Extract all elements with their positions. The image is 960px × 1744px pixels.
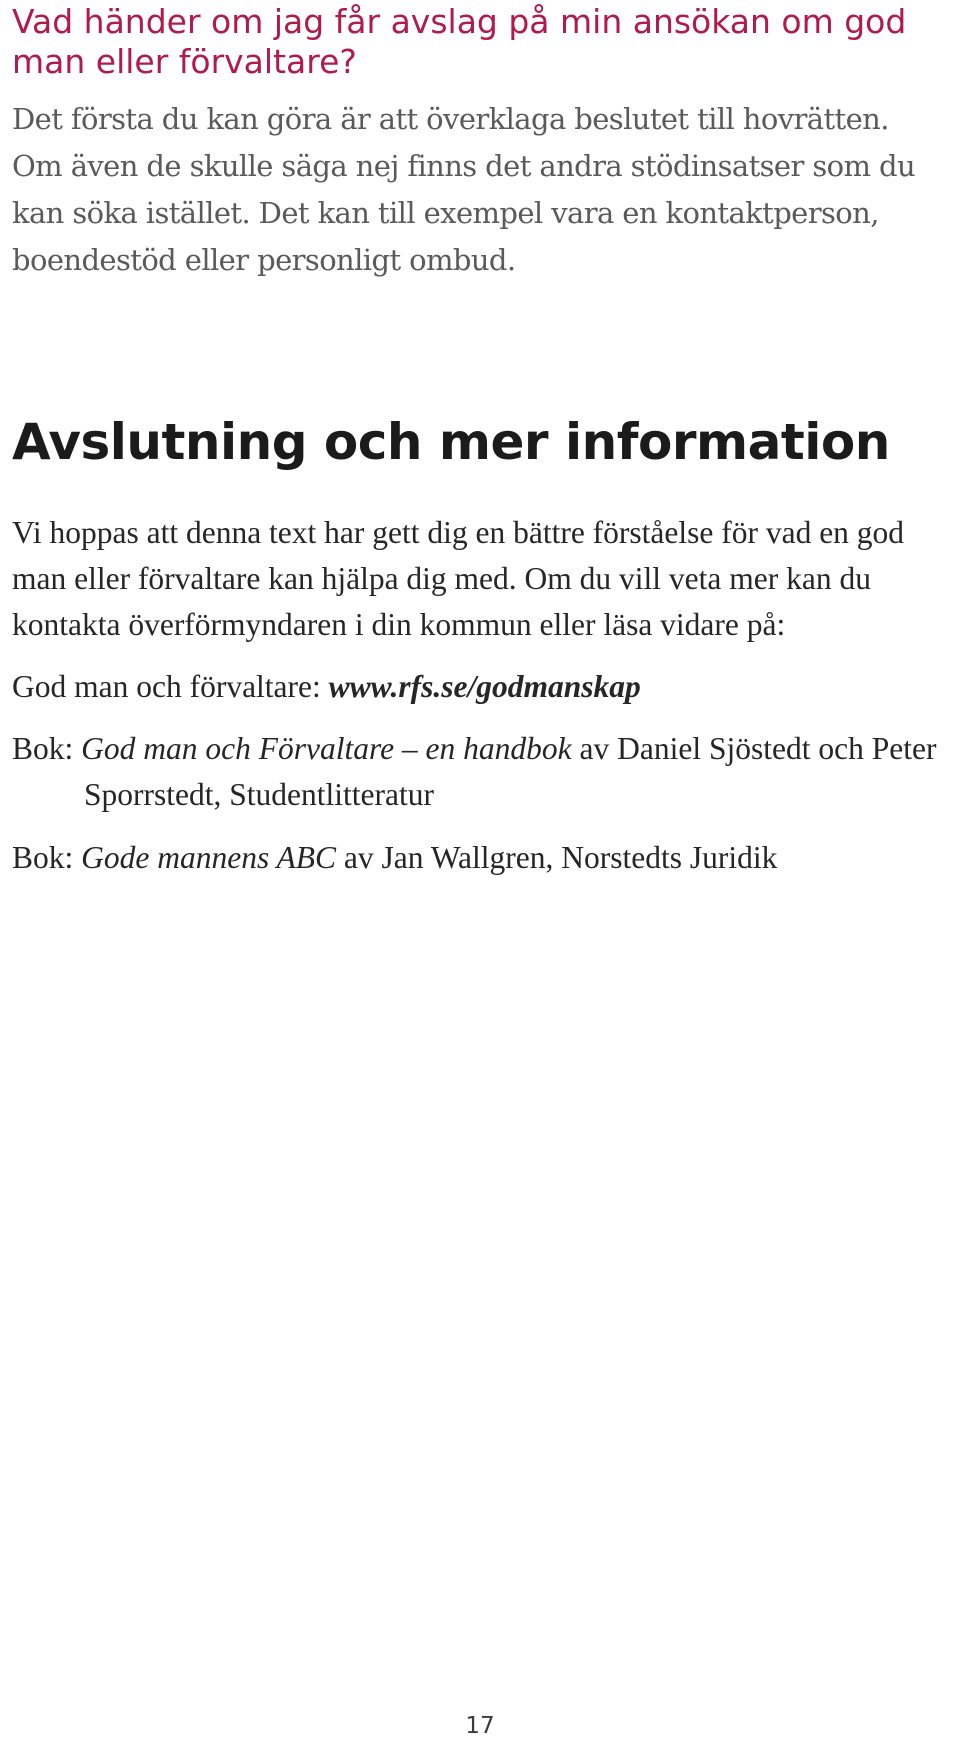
website-reference [12, 664, 641, 710]
website-link[interactable]: www.rfs.se/godmanskap [328, 669, 641, 704]
book-title: God man och Förvaltare – en handbok [81, 731, 572, 766]
book-details: av Jan Wallgren, Norstedts Juridik [336, 840, 778, 875]
book-title: Gode mannens ABC [81, 840, 337, 875]
appeal-paragraph: Det första du kan göra är att överklaga beslutet till hovrätten. Om även de skulle säga nej finns det andra stödinsatser som du kan söka istället. Det kan till exempel vara en kontaktperson, boendestöd eller personligt ombud. [12, 102, 916, 277]
book-reference [12, 835, 952, 881]
more-info-section [12, 510, 952, 875]
website-label: God man och förvaltare: [12, 669, 329, 704]
page-number: 17 [465, 1713, 495, 1739]
intro-paragraph: Vi hoppas att denna text har gett dig en bättre förståelse för vad en god man eller förvaltare kan hjälpa dig med. Om du vill veta mer kan du kontakta överförmyndaren i din kommun eller läsa vidare på: [12, 515, 905, 642]
book-reference [12, 726, 952, 818]
book-prefix: Bok: [12, 731, 82, 766]
book-details: av Daniel Sjöstedt och Peter Sporrstedt, Studentlitteratur [84, 731, 937, 812]
question-heading: Vad händer om jag får avslag på min ansökan om god man eller förvaltare? [12, 2, 907, 81]
section-title: Avslutning och mer information [12, 413, 890, 471]
book-prefix: Bok: [12, 840, 82, 875]
